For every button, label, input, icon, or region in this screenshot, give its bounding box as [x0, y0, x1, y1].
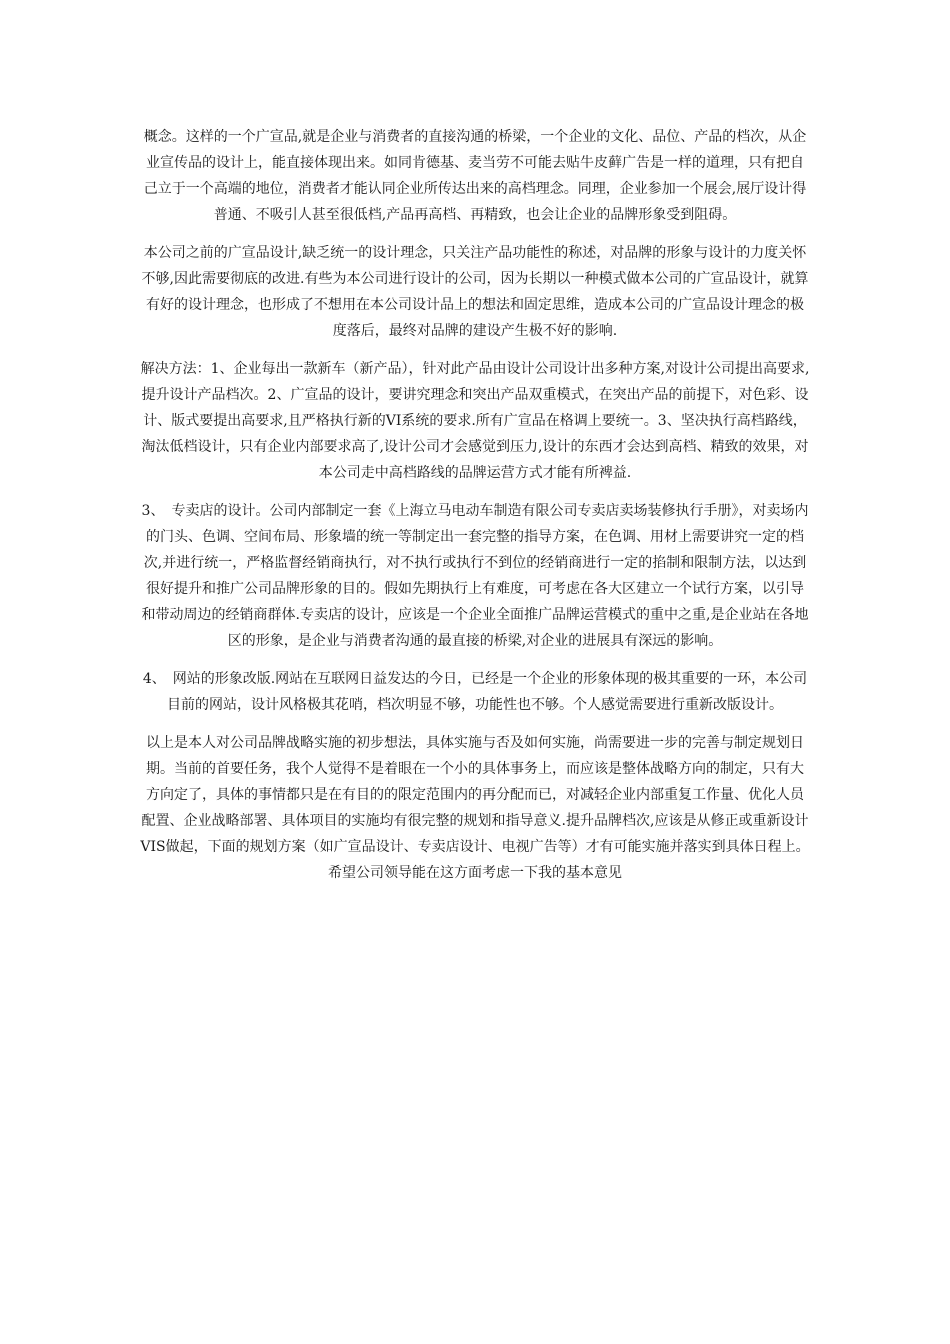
paragraph-store-design: 3、 专卖店的设计。公司内部制定一套《上海立马电动车制造有限公司专卖店卖场装修执行手册》，对卖场内的门头、色调、空间布局、形象墙的统一等制定出一套完整的指导方案，在色调、用材上需要讲究一定的档次,并进行统一，严格监督经销商执行，对不执行或执行不到位的经销商进行一定的掐制和限制方法，以达到很好提升和推广公司品牌形象的目的。假如先期执行上有难度，可考虑在各大区建立一个试行方案，以引导和带动周边的经销商群体.专卖店的设计，应该是一个企业全面推广品牌运营模式的重中之重,是企业站在各地区的形象，是企业与消费者沟通的最直接的桥梁,对企业的进展具有深远的影响。: [141, 503, 809, 649]
paragraph-conclusion: 以上是本人对公司品牌战略实施的初步想法，具体实施与否及如何实施，尚需要进一步的完善与制定规划日期。当前的首要任务，我个人觉得不是着眼在一个小的具体事务上，而应该是整体战略方向的制定，只有大方向定了，具体的事情都只是在有目的的限定范围内的再分配而已，对减轻企业内部重复工作量、优化人员配置、企业战略部署、具体项目的实施均有很完整的规划和指导意义.提升品牌档次,应该是从修正或重新设计VIS做起，下面的规划方案（如广宣品设计、专卖店设计、电视广告等）才有可能实施并落实到具体日程上。希望公司领导能在这方面考虑一下我的基本意见: [140, 735, 810, 881]
paragraph-brand-materials: 概念。这样的一个广宣品,就是企业与消费者的直接沟通的桥梁，一个企业的文化、品位、产品的档次，从企业宣传品的设计上，能直接体现出来。如同肯德基、麦当劳不可能去贴牛皮藓广告是一样的道理，只有把自己立于一个高端的地位，消费者才能认同企业所传达出来的高档理念。同理，企业参加一个展会,展厅设计得普通、不吸引人甚至很低档,产品再高档、再精致，也会让企业的品牌形象受到阻碍。: [143, 129, 807, 223]
paragraph-website-redesign: 4、 网站的形象改版.网站在互联网日益发达的今日，已经是一个企业的形象体现的极其重要的一环，本公司目前的网站，设计风格极其花哨，档次明显不够，功能性也不够。个人感觉需要进行重新改版设计。: [142, 671, 808, 713]
paragraph-previous-design-issues: 本公司之前的广宣品设计,缺乏统一的设计理念，只关注产品功能性的称述，对品牌的形象与设计的力度关怀不够,因此需要彻底的改进.有些为本公司进行设计的公司，因为长期以一种模式做本公司的广宣品设计，就算有好的设计理念，也形成了不想用在本公司设计品上的想法和固定思维，造成本公司的广宣品设计理念的极度落后，最终对品牌的建设产生极不好的影响.: [141, 245, 809, 339]
paragraph-solution-methods: 解决方法：1、企业每出一款新车（新产品），针对此产品由设计公司设计出多种方案,对设计公司提出高要求,提升设计产品档次。2、广宣品的设计，要讲究理念和突出产品双重模式，在突出产品的前提下，对色彩、设计、版式要提出高要求,且严格执行新的VI系统的要求.所有广宣品在格调上要统一。3、坚决执行高档路线，淘汰低档设计，只有企业内部要求高了,设计公司才会感觉到压力,设计的东西才会达到高档、精致的效果，对本公司走中高档路线的品牌运营方式才能有所裨益.: [140, 361, 810, 481]
document-body: [140, 124, 810, 898]
